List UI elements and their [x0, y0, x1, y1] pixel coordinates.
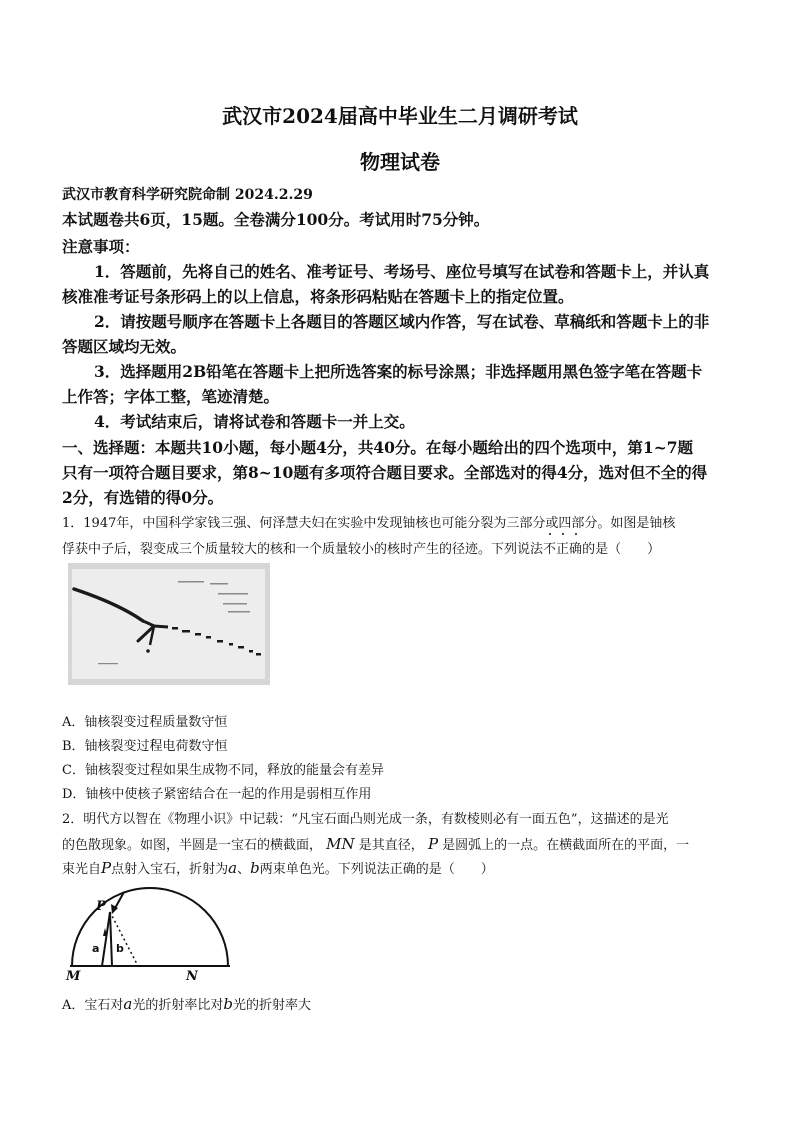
notes-heading: 注意事项： [62, 237, 140, 256]
q2-opt-a-3: 光的折射率大 [232, 998, 311, 1013]
note-4-line1: 4．考试结束后，请将试卷和答题卡一并上交。 [94, 412, 415, 431]
q2-line2-a: 的色散现象。如图，半圆是一宝石的横截面， [62, 838, 323, 853]
q2-line3-a: 束光自 [62, 862, 102, 877]
ray-a [102, 912, 110, 966]
note-3-line1: 3．选择题用2B铅笔在答题卡上把所选答案的标号涂黑；非选择题用黑色签字笔在答题卡 [94, 362, 703, 381]
q2-line3-b: 点射入宝石，折射为 [111, 862, 229, 877]
q1-option-a: A．铀核裂变过程质量数守恒 [62, 715, 228, 730]
q2-symbol-p: P [427, 835, 439, 853]
q2-line3-d: 两束单色光。下列说法正确的是（ ） [259, 862, 494, 877]
q2-line3-symbol-a: a [228, 859, 238, 877]
note-3-line2: 上作答；字体工整，笔迹清楚。 [62, 387, 280, 406]
q2-line3-symbol-p: P [101, 859, 112, 877]
q1-line2 [62, 538, 660, 557]
label-a: a [92, 942, 100, 955]
q2-line2 [62, 834, 689, 853]
q2-line2-b: 是其直径， [358, 838, 424, 853]
q1-emph-1: 不 [543, 538, 556, 557]
note-2-line2: 答题区域均无效。 [62, 337, 187, 356]
q2-opt-a-2: 光的折射率比对 [132, 998, 224, 1013]
label-b: b [116, 942, 124, 955]
label-n: N [186, 969, 198, 980]
q1-emph-3: 确 [569, 538, 582, 557]
q1-option-d: D．铀核中使核子紧密结合在一起的作用是弱相互作用 [62, 787, 372, 802]
section1-line2: 只有一项符合题目要求，第8~10题有多项符合题目要求。全部选对的得4分，选对但不全的得 [62, 463, 708, 482]
q1-line2-pre: 俘获中子后，裂变成三个质量较大的核和一个质量较小的核时产生的径迹。下列说法 [62, 542, 544, 557]
q2-opt-a-1: A．宝石对 [62, 998, 124, 1013]
fission-track-image [68, 563, 270, 685]
note-2-line1: 2．请按题号顺序在答题卡上各题目的答题区域内作答，写在试卷、草稿纸和答题卡上的非 [94, 312, 710, 331]
q1-option-c: C．铀核裂变过程如果生成物不同，释放的能量会有差异 [62, 763, 384, 778]
normal-dotted [110, 912, 138, 966]
label-p: P [96, 899, 106, 914]
ray-b [110, 912, 112, 966]
page-title: 武汉市2024届高中毕业生二月调研考试 [222, 104, 578, 128]
q1-line2-post: 的是（ ） [582, 542, 661, 557]
q1-option-b: B．铀核裂变过程电荷数守恒 [62, 739, 228, 754]
q1-line1: 1．1947年，中国科学家钱三强、何泽慧夫妇在实验中发现铀核也可能分裂为三部分或四部分。如图是铀核 [62, 516, 676, 531]
q2-line3 [62, 858, 494, 877]
note-1-line2: 核准准考证号条形码上的以上信息，将条形码粘贴在答题卡上的指定位置。 [62, 287, 574, 306]
q2-option-a [62, 994, 311, 1013]
section1-line1: 一、选择题：本题共10小题，每小题4分，共40分。在每小题给出的四个选项中，第1~7题 [62, 438, 693, 457]
q2-opt-a-symbol-a: a [123, 995, 133, 1013]
section1-line3: 2分，有选错的得0分。 [62, 488, 224, 507]
label-m: M [66, 969, 81, 980]
gem-cross-section-diagram [62, 880, 242, 980]
q2-symbol-mn: MN [326, 835, 355, 853]
q2-opt-a-symbol-b: b [223, 995, 233, 1013]
q2-line3-c: 、 [237, 862, 251, 877]
page-subtitle: 物理试卷 [360, 150, 440, 174]
q2-line3-symbol-b: b [250, 859, 260, 877]
q1-emph-2: 正 [556, 538, 569, 557]
note-1-line1: 1．答题前，先将自己的姓名、准考证号、考场号、座位号填写在试卷和答题卡上，并认真 [94, 262, 710, 281]
author-date: 武汉市教育科学研究院命制 2024.2.29 [62, 187, 313, 203]
q2-line1: 2．明代方以智在《物理小识》中记载：“凡宝石面凸则光成一条，有数棱则必有一面五色”，这描述的是光 [62, 812, 669, 827]
exam-info: 本试题卷共6页，15题。全卷满分100分。考试用时75分钟。 [62, 210, 490, 229]
q2-line2-c: 是圆弧上的一点。在横截面所在的平面，一 [442, 838, 690, 853]
